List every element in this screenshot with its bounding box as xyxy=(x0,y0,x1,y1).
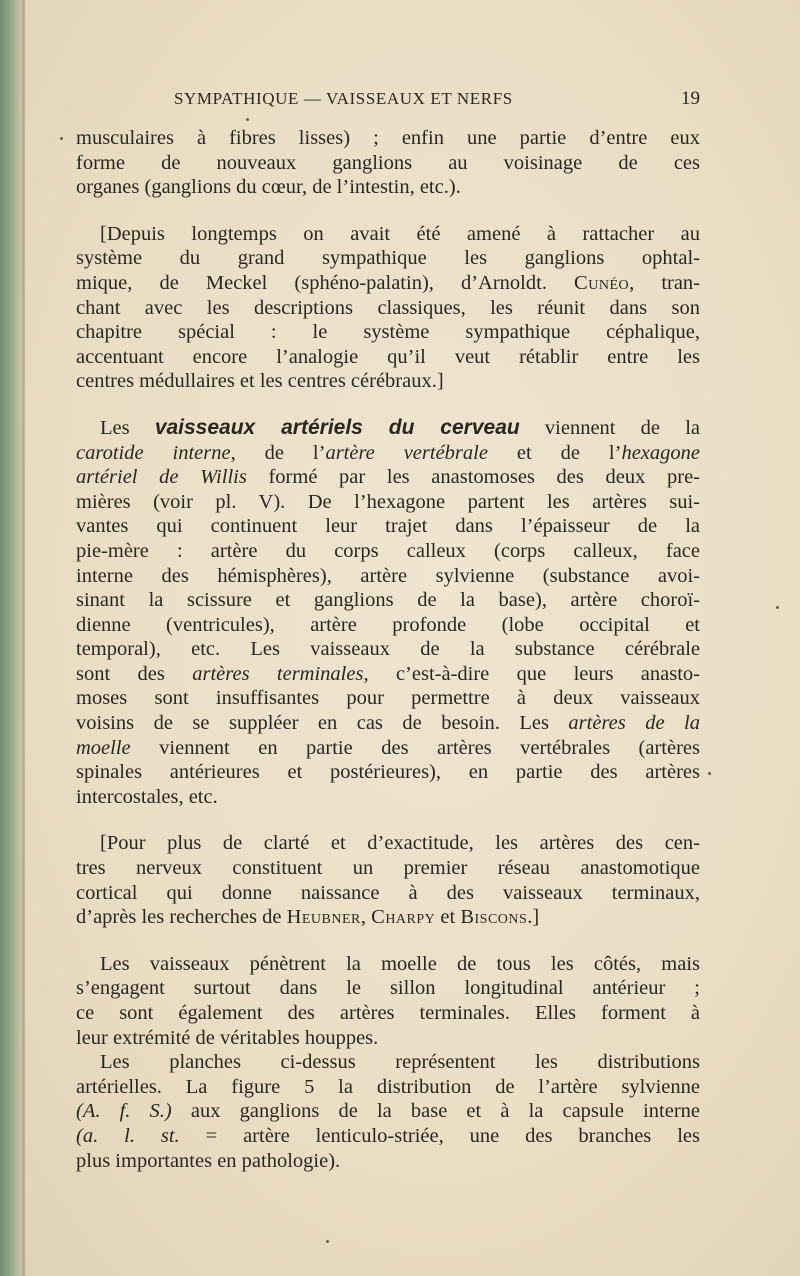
paper-speck xyxy=(246,118,249,121)
text-line: tres nerveux constituent un premier réseau anastomotique xyxy=(76,857,700,880)
text-span: viennent en partie des artères vertébrales (artères xyxy=(130,736,700,759)
paragraph-6 xyxy=(76,1050,700,1173)
term: carotide interne xyxy=(76,441,231,464)
text-line: mières (voir pl. V). De l’hexagone partent les artères sui- xyxy=(76,490,700,513)
text-span: = artère lenticulo-striée, une des branches les xyxy=(179,1124,700,1147)
paper-speck xyxy=(326,1240,329,1243)
text-span: , xyxy=(360,906,372,929)
text-line: cortical qui donne naissance à des vaisseaux terminaux, xyxy=(76,881,700,904)
text-line: [Depuis longtemps on avait été amené à rattacher au xyxy=(100,222,700,245)
text-line xyxy=(76,711,700,736)
text-span: et de l’ xyxy=(487,441,622,464)
running-title: SYMPATHIQUE — VAISSEAUX ET NERFS xyxy=(174,89,513,108)
text-line: sinant la scissure et ganglions de la base), artère choroï- xyxy=(76,589,700,612)
text-line: chapitre spécial : le système sympathique céphalique, xyxy=(76,321,700,344)
text-span: mique, de Meckel (sphéno-palatin), d’Arnoldt. xyxy=(76,271,547,294)
text-line: centres médullaires et les centres cérébraux.] xyxy=(76,370,444,393)
paragraph-2 xyxy=(76,222,700,394)
text-line: plus importantes en pathologie). xyxy=(76,1149,341,1172)
author-name: Charpy xyxy=(371,906,436,929)
text-line: accentuant encore l’analogie qu’il veut rétablir entre les xyxy=(76,345,700,368)
author-name: Heubner xyxy=(286,906,361,929)
paragraph-5 xyxy=(76,952,700,1050)
text-line: musculaires à fibres lisses) ; enfin une partie d’entre eux xyxy=(76,127,700,149)
text-line: vantes qui continuent leur trajet dans l’épaisseur de la xyxy=(76,515,700,538)
page-number: 19 xyxy=(681,88,700,109)
text-span: , c’est-à-dire que leurs anasto- xyxy=(363,662,701,685)
text-line xyxy=(76,1124,700,1149)
text-line: artérielles. La figure 5 la distribution de l’artère sylvienne xyxy=(76,1075,700,1098)
term: artériel de Willis xyxy=(76,466,247,489)
figure-label: (a. l. st. xyxy=(76,1124,180,1147)
text-line xyxy=(76,905,700,930)
text-line: [Pour plus de clarté et d’exactitude, les artères des cen- xyxy=(100,832,700,855)
author-name: Cunéo xyxy=(574,271,630,294)
term: artères de la xyxy=(568,712,700,735)
text-line: organes (ganglions du cœur, de l’intestin, etc.). xyxy=(76,176,461,199)
term: moelle xyxy=(76,736,131,759)
term: artères terminales xyxy=(192,662,364,685)
text-line: ce sont également des artères terminales. Elles forment à xyxy=(76,1002,700,1024)
text-line: spinales antérieures et postérieures), en partie des artères xyxy=(76,761,700,784)
text-line xyxy=(76,441,700,466)
text-line: leur extrémité de véritables houppes. xyxy=(76,1026,379,1049)
text-line xyxy=(76,271,700,296)
paragraph-1 xyxy=(76,126,700,200)
figure-label: (A. f. S.) xyxy=(76,1100,172,1123)
text-span: , tran- xyxy=(629,271,701,294)
text-line xyxy=(76,662,700,687)
text-line: interne des hémisphères), artère sylvienne (substance avoi- xyxy=(76,564,700,587)
paper-speck xyxy=(776,606,779,609)
paragraph-3 xyxy=(76,416,700,810)
text-line: s’engagent surtout dans le sillon longitudinal antérieur ; xyxy=(76,977,700,1000)
binding-shadow xyxy=(22,0,25,1276)
text-span: et xyxy=(435,906,461,929)
term: artère vertébrale xyxy=(325,441,488,464)
text-line: chant avec les descriptions classiques, les réunit dans son xyxy=(76,296,700,319)
body-text xyxy=(76,126,700,1173)
text-line: moses sont insuffisantes pour permettre à deux vaisseaux xyxy=(76,687,700,710)
text-line xyxy=(76,416,700,441)
text-span: aux ganglions de la base et à la capsule interne xyxy=(171,1100,701,1123)
term: hexagone xyxy=(621,441,700,464)
text-line: intercostales, etc. xyxy=(76,785,218,808)
text-line: forme de nouveaux ganglions au voisinage de ces xyxy=(76,151,700,174)
section-heading-term: vaisseaux artériels du cerveau xyxy=(154,415,520,439)
paper-speck xyxy=(708,772,711,775)
text-span: voisins de se suppléer en cas de besoin. Les xyxy=(76,712,569,735)
text-span: .] xyxy=(527,906,540,929)
text-span: d’après les recherches de xyxy=(76,906,287,929)
text-span: Les xyxy=(100,416,130,439)
running-header xyxy=(174,88,700,110)
text-span: sont des xyxy=(76,662,193,685)
text-line xyxy=(76,1099,700,1124)
text-span: viennent de la xyxy=(544,416,701,439)
text-line: dienne (ventricules), artère profonde (lobe occipital et xyxy=(76,613,700,636)
text-line: Les vaisseaux pénètrent la moelle de tous les côtés, mais xyxy=(100,952,700,975)
text-line: système du grand sympathique les ganglions ophtal- xyxy=(76,247,700,270)
text-line xyxy=(76,465,700,490)
text-span: formé par les anastomoses des deux pre- xyxy=(246,466,700,489)
author-name: Biscons xyxy=(460,906,528,929)
paper-speck xyxy=(60,137,63,140)
text-span: , de l’ xyxy=(230,441,326,464)
text-line xyxy=(76,736,700,761)
paragraph-4 xyxy=(76,831,700,929)
text-line: Les planches ci-dessus représentent les distributions xyxy=(100,1051,700,1074)
text-line: temporal), etc. Les vaisseaux de la substance cérébrale xyxy=(76,638,700,661)
text-line: pie-mère : artère du corps calleux (corps calleux, face xyxy=(76,539,700,562)
